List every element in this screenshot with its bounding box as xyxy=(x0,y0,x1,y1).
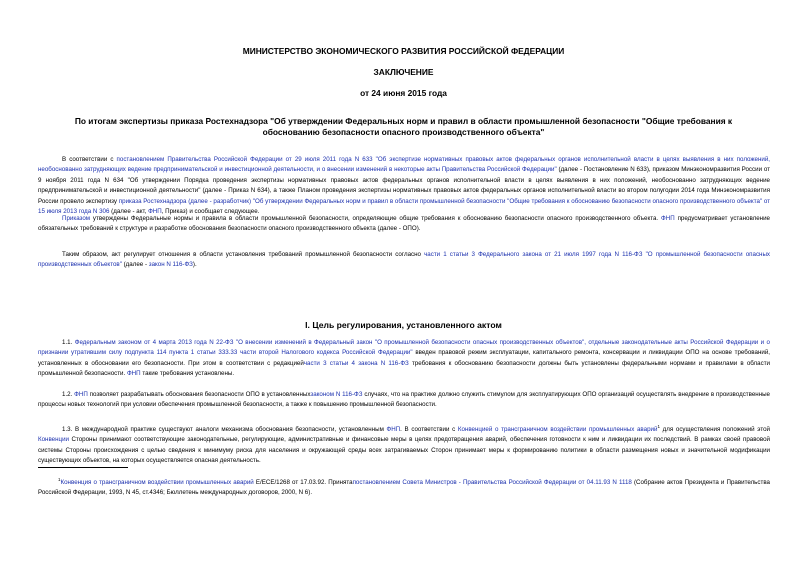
link-law-22fz[interactable]: Федеральным законом от 4 марта 2013 года N 22-ФЗ "О внесении изменений в Федеральный закон "О промышленной безопасности опасных производственных объектов", отдельные законодательные акты Российской Федерации и о признании утратившим силу подпункта 114 пункта 1 статьи 333.33 части второй Налогового кодекса Российской Федерации" xyxy=(38,339,770,357)
link-convention[interactable]: Конвенцией о трансграничном воздействии промышленных аварий xyxy=(457,426,658,434)
document-date: от 24 июня 2015 года xyxy=(360,88,447,98)
text: (далее - Постановление N 633), приказом Минэкономразвития России от 9 ноября 2011 года N 634 "Об утверждении Порядка проведения экспертизы нормативных правовых актов федеральных органов исполнительной власти в целях выявления в них положений, необоснованно затрудняющих ведение предпринимательской и инвестиционной деятельности" (далее - Приказ N 634), а также Планом проведения экспертизы нормативных правовых актов федеральных органов исполнительной власти во втором полугодии 2014 года Минэкономразвития России провело экспертизу xyxy=(38,166,770,205)
text: утверждены Федеральные нормы и правила в области промышленной безопасности, определяющие общие требования к обоснованию безопасности опасного производственного объекта. xyxy=(90,215,662,222)
text: введен правовой режим эксплуатации, капитального ремонта, консервации и ликвидации ОПО на основе требований, установленных в обосновании его безопасности. При этом в соответствии с редакцией xyxy=(38,349,771,367)
text: 1.2. xyxy=(62,391,75,398)
link-fnp[interactable]: ФНП xyxy=(661,215,675,222)
paragraph-1-2 xyxy=(38,390,770,411)
text: (Собрание актов Президента и Правительства Российской Федерации, 1993, N 45, ст.4346; Бюллетень международных договоров, 2000, N 6). xyxy=(38,479,770,497)
paragraph-regulation xyxy=(38,250,770,271)
text: . В соответствии с xyxy=(400,426,458,434)
link-law-116fz[interactable]: законом N 116-ФЗ xyxy=(310,391,363,398)
link-fnp[interactable]: ФНП xyxy=(148,208,162,216)
link-convention-short[interactable]: Конвенции xyxy=(38,436,69,444)
section-title: I. Цель регулирования, установленного актом xyxy=(305,320,502,330)
link-prikaz[interactable]: Приказом xyxy=(62,215,91,222)
paragraph-1-3 xyxy=(38,422,770,467)
text: 1.1. xyxy=(62,339,75,346)
document-type: ЗАКЛЮЧЕНИЕ xyxy=(373,67,434,77)
text: Таким образом, акт регулирует отношения в области установления требований промышленной безопасности согласно xyxy=(62,251,425,258)
footnote-marker[interactable]: 1 xyxy=(657,424,660,429)
text: 1.3. В международной практике существуют аналоги механизма обоснования безопасности, установленным xyxy=(62,426,387,434)
document-subject: По итогам экспертизы приказа Ростехнадзора "Об утверждении Федеральных норм и правил в области промышленной безопасности "Общие требования к обоснованию безопасности опасного производственного объекта" xyxy=(74,116,733,137)
link-law-116fz[interactable]: закон N 116-ФЗ xyxy=(148,261,193,269)
text: В соответствии с xyxy=(62,156,117,163)
text: такие требования установлены. xyxy=(140,370,235,378)
text: E/ECE/1268 от 17.03.92. Принята xyxy=(253,479,353,487)
text: требования к обоснованию безопасности должны быть установлены федеральными нормами и правилами в области промышленной безопасности. xyxy=(38,359,770,378)
paragraph-1-1 xyxy=(38,338,770,380)
link-convention[interactable]: Конвенция о трансграничном воздействии промышленных аварий xyxy=(60,479,254,487)
text: (далее - xyxy=(121,261,149,269)
text: случаях, что на практике должно служить стимулом для эксплуатирующих ОПО организаций осуществлять внедрение в производственные процессы новых технологий при условии обеспечения промышленной безопасности, а также к повышению промышленной безопасности. xyxy=(38,391,770,409)
text: для осуществления положений этой xyxy=(659,426,770,434)
text: (далее - акт, xyxy=(109,208,149,216)
link-postanovlenie-1118[interactable]: постановлением Совета Министров - Правительства Российской Федерации от 04.11.93 N 1118 xyxy=(352,479,632,487)
text: Стороны принимают соответствующие законодательные, регулирующие, административные и финансовые меры в целях предотвращения аварий, обеспечения готовности к ним и ликвидации их последствий. В рамках своей правовой системы Стороны происхождения с целью сведения к минимуму риска для населения и окружающей среды всех затрагиваемых Сторон принимает меры к формированию политики в области размещения новых и значительной модификации существующих объектов, на которых осуществляется опасная деятельность. xyxy=(38,436,770,465)
link-prikaz-306[interactable]: приказа Ростехнадзора (далее - разработчик) "Об утверждении Федеральных норм и правил в области промышленной безопасности "Общие требования к обоснованию безопасности опасного производственного объекта" от 15 июля 2013 года N 306 xyxy=(38,197,770,216)
link-fnp[interactable]: ФНП xyxy=(386,426,401,434)
footnote-divider xyxy=(38,467,128,468)
text: , Приказ) и сообщает следующее. xyxy=(161,208,260,216)
link-law-116fz-article3[interactable]: части 1 статьи 3 Федерального закона от 21 июля 1997 года N 116-ФЗ "О промышленной безопасности опасных производственных объектов" xyxy=(38,251,771,269)
text: ). xyxy=(192,261,197,269)
footnote xyxy=(38,475,770,499)
text: позволяет разрабатывать обоснования безопасности ОПО в установленных xyxy=(87,391,311,398)
link-law-116fz-article4[interactable]: части 3 статьи 4 закона N 116-ФЗ xyxy=(303,359,409,367)
paragraph-intro xyxy=(38,155,770,217)
text: предусматривает установление обязательных требований к структуре и разработке обоснования безопасности опасного производственного объекта (далее - ОПО). xyxy=(38,215,770,233)
link-fnp[interactable]: ФНП xyxy=(74,391,88,398)
footnote-number: 1 xyxy=(58,477,61,482)
link-fnp[interactable]: ФНП xyxy=(126,370,141,378)
ministry-heading: МИНИСТЕРСТВО ЭКОНОМИЧЕСКОГО РАЗВИТИЯ РОССИЙСКОЙ ФЕДЕРАЦИИ xyxy=(242,46,565,56)
link-postanovlenie-633[interactable]: постановлением Правительства Российской Федерации от 29 июля 2011 года N 633 "Об экспертизе нормативных правовых актов федеральных органов исполнительной власти в целях выявления в них положений, необоснованно затрудняющих ведение предпринимательской и инвестиционной деятельности, и о внесении изменений в некоторые акты Правительства Российской Федерации" xyxy=(38,156,771,174)
paragraph-order xyxy=(38,214,770,235)
